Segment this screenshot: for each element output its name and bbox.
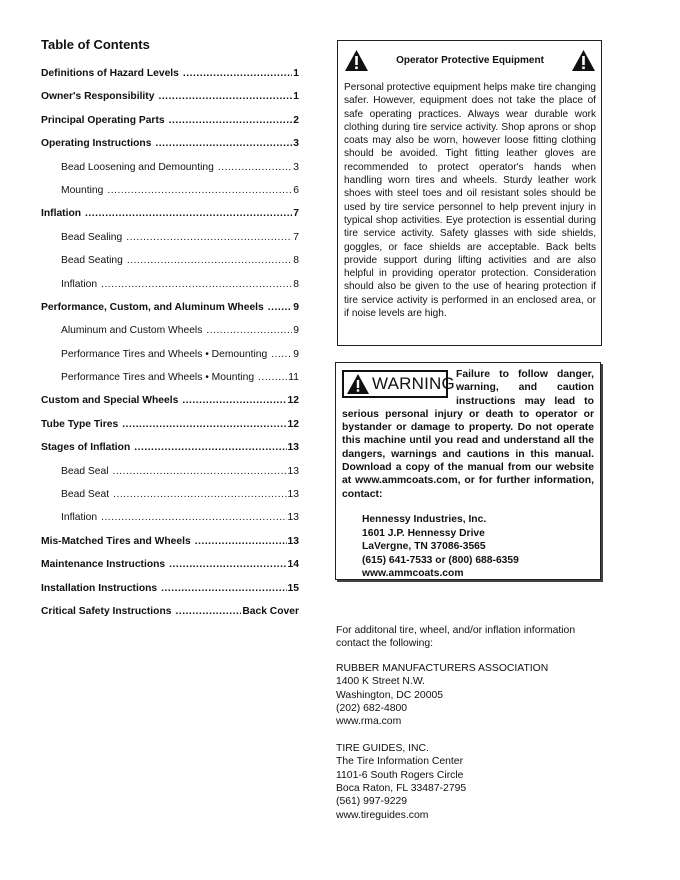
toc-leader-dots (127, 255, 292, 266)
toc-entry-label: Inflation (61, 278, 98, 290)
toc-entry-page: 13 (287, 512, 299, 524)
toc-entry-label: Owner's Responsibility (41, 91, 155, 103)
toc-entry[interactable] (41, 185, 299, 208)
toc-entry-label: Performance Tires and Wheels • Demounting (61, 348, 268, 360)
toc-entry[interactable] (41, 583, 299, 606)
ppe-title: Operator Protective Equipment (396, 55, 544, 66)
toc-entry[interactable] (41, 325, 299, 348)
toc-leader-dots (126, 232, 292, 243)
toc-entry-label: Bead Seating (61, 255, 123, 267)
toc-entry[interactable] (41, 606, 299, 629)
toc-entry-label: Operating Instructions (41, 138, 152, 150)
toc-entry[interactable] (41, 68, 299, 91)
tireguides-name: TIRE GUIDES, INC. (336, 742, 429, 754)
toc-leader-dots (101, 512, 286, 523)
toc-entry-label: Custom and Special Wheels (41, 395, 179, 407)
toc-entry-label: Bead Seal (61, 465, 109, 477)
toc-entry-page: 7 (293, 208, 299, 220)
toc-entry-label: Performance Tires and Wheels • Mounting (61, 372, 255, 384)
toc-entry-page: 9 (293, 325, 299, 337)
warning-box (335, 362, 601, 580)
protective-equipment-box (337, 40, 602, 346)
toc-entry[interactable] (41, 419, 299, 442)
toc-leader-dots (268, 302, 293, 313)
contact-phone: (615) 641-7533 or (800) 688-6359 (362, 554, 519, 566)
additional-info (336, 624, 606, 835)
toc-leader-dots (161, 583, 286, 594)
toc-entry[interactable] (41, 279, 299, 302)
toc-entry-page: 1 (293, 91, 299, 103)
rma-phone: (202) 682-4800 (336, 703, 408, 715)
tireguides-contact (336, 742, 606, 822)
table-of-contents (41, 37, 299, 629)
warning-label (342, 370, 455, 398)
contact-website[interactable]: www.ammcoats.com (362, 568, 464, 580)
toc-entry-page: Back Cover (242, 605, 299, 617)
hazard-warning-icon (344, 49, 369, 72)
manufacturer-contact (362, 513, 594, 581)
warning-text: Failure to follow danger, warning, and caution instructions may lead to serious personal injury or death to operator or bystander or damage to property. Do not operate this machine until you read and understand all the dangers, warnings and cautions in this manual. Download a copy of the manual from our website at www.ammcoats.com, or for further information, contact: (342, 369, 594, 500)
warning-word: WARNING (372, 374, 455, 394)
toc-entry-label: Performance, Custom, and Aluminum Wheels (41, 301, 264, 313)
toc-entry-label: Aluminum and Custom Wheels (61, 325, 203, 337)
toc-entry-label: Principal Operating Parts (41, 114, 165, 126)
toc-leader-dots (183, 68, 292, 79)
toc-leader-dots (182, 395, 286, 406)
toc-entry[interactable] (41, 536, 299, 559)
toc-entry-page: 9 (293, 301, 299, 313)
toc-entry[interactable] (41, 232, 299, 255)
toc-entry-label: Mounting (61, 184, 104, 196)
toc-entry[interactable] (41, 115, 299, 138)
toc-entry-page: 7 (293, 231, 299, 243)
toc-entry[interactable] (41, 302, 299, 325)
toc-entry[interactable] (41, 395, 299, 418)
toc-entry[interactable] (41, 138, 299, 161)
toc-entry-page: 13 (287, 535, 299, 547)
toc-leader-dots (107, 185, 292, 196)
rma-name: RUBBER MANUFACTURERS ASSOCIATION (336, 662, 549, 674)
tireguides-dept: The Tire Information Center (336, 756, 464, 768)
toc-entry-page: 8 (293, 278, 299, 290)
toc-entry[interactable] (41, 349, 299, 372)
rma-street: 1400 K Street N.W. (336, 676, 425, 688)
hazard-warning-icon (571, 49, 596, 72)
toc-leader-dots (169, 115, 293, 126)
toc-entry[interactable] (41, 91, 299, 114)
toc-entry[interactable] (41, 559, 299, 582)
toc-entry[interactable] (41, 372, 299, 395)
toc-entry[interactable] (41, 255, 299, 278)
toc-entry-page: 13 (287, 489, 299, 501)
toc-leader-dots (206, 325, 292, 336)
toc-entry-page: 13 (287, 465, 299, 477)
toc-leader-dots (101, 279, 292, 290)
toc-entry-label: Bead Loosening and Demounting (61, 161, 214, 173)
toc-leader-dots (195, 536, 287, 547)
toc-leader-dots (158, 91, 292, 102)
toc-entry-label: Definitions of Hazard Levels (41, 68, 179, 79)
toc-entry-label: Stages of Inflation (41, 442, 131, 454)
toc-leader-dots (134, 442, 286, 453)
toc-entry-page: 12 (287, 395, 299, 407)
toc-leader-dots (169, 559, 286, 570)
rma-contact (336, 662, 606, 729)
toc-entry-page: 6 (293, 184, 299, 196)
toc-entry-page: 11 (288, 372, 299, 384)
contact-street: 1601 J.P. Hennessy Drive (362, 527, 485, 539)
toc-entry[interactable] (41, 442, 299, 465)
toc-title: Table of Contents (41, 37, 150, 52)
toc-entry[interactable] (41, 466, 299, 489)
toc-leader-dots (175, 606, 241, 617)
toc-entry-page: 3 (293, 138, 299, 150)
toc-entry-label: Bead Sealing (61, 231, 123, 243)
toc-entry-label: Bead Seat (61, 489, 110, 501)
toc-entry[interactable] (41, 162, 299, 185)
toc-entry-page: 1 (293, 68, 299, 79)
toc-entry-label: Tube Type Tires (41, 418, 119, 430)
toc-entry-page: 12 (287, 418, 299, 430)
toc-entry-page: 13 (287, 442, 299, 454)
tireguides-city: Boca Raton, FL 33487-2795 (336, 783, 467, 795)
warning-triangle-icon (346, 373, 370, 395)
toc-entry[interactable] (41, 489, 299, 512)
rma-city: Washington, DC 20005 (336, 689, 444, 701)
toc-leader-dots (122, 419, 286, 430)
toc-leader-dots (258, 372, 287, 383)
tireguides-website[interactable]: www.tireguides.com (336, 809, 429, 821)
toc-entries (41, 68, 299, 629)
toc-entry-page: 3 (293, 161, 299, 173)
toc-entry-page: 15 (287, 582, 299, 594)
toc-leader-dots (271, 349, 292, 360)
toc-entry-label: Critical Safety Instructions (41, 605, 172, 617)
toc-leader-dots (155, 138, 292, 149)
toc-leader-dots (113, 466, 287, 477)
tireguides-phone: (561) 997-9229 (336, 796, 408, 808)
toc-leader-dots (218, 162, 292, 173)
ppe-body-text: Personal protective equipment helps make tire changing safer. However, equipment does not take the place of safe operating practices. Always wear durable work clothing during tire service activity. Shop aprons or shop coats may also be worn, however loose fitting clothing should be avoided. Tight fitting leather gloves are recommended to protect operator's hands when handling worn tires and wheels. Sturdy leather work shoes with steel toes and oil resistant soles should be used by tire service personnel to help prevent injury in typical shop activities. Eye protection is essential during tire service activity. Safety glasses with side shields, goggles, or face shields are acceptable. Back belts provide support during lifting activities and are also helpful in providing operator protection. Consideration should also be given to the use of hearing protection if tire service activity is performed in an enclosed area, or if noise levels are high. (344, 82, 596, 320)
ppe-header (344, 47, 596, 74)
toc-entry-page: 2 (293, 114, 299, 126)
toc-entry-label: Installation Instructions (41, 582, 158, 594)
contact-company: Hennessy Industries, Inc. (362, 513, 487, 525)
toc-entry-page: 9 (293, 348, 299, 360)
additional-info-intro: For additonal tire, wheel, and/or inflation information contact the following: (336, 625, 576, 650)
toc-entry-label: Mis-Matched Tires and Wheels (41, 535, 191, 547)
toc-leader-dots (85, 208, 292, 219)
contact-city: LaVergne, TN 37086-3565 (362, 541, 486, 553)
toc-entry-page: 14 (287, 559, 299, 571)
tireguides-street: 1101-6 South Rogers Circle (336, 769, 464, 781)
toc-entry-page: 8 (293, 255, 299, 267)
toc-entry[interactable] (41, 512, 299, 535)
toc-entry-label: Maintenance Instructions (41, 559, 166, 571)
rma-website[interactable]: www.rma.com (336, 716, 402, 728)
toc-entry[interactable] (41, 208, 299, 231)
toc-leader-dots (113, 489, 286, 500)
toc-entry-label: Inflation (61, 512, 98, 524)
toc-entry-label: Inflation (41, 208, 82, 220)
